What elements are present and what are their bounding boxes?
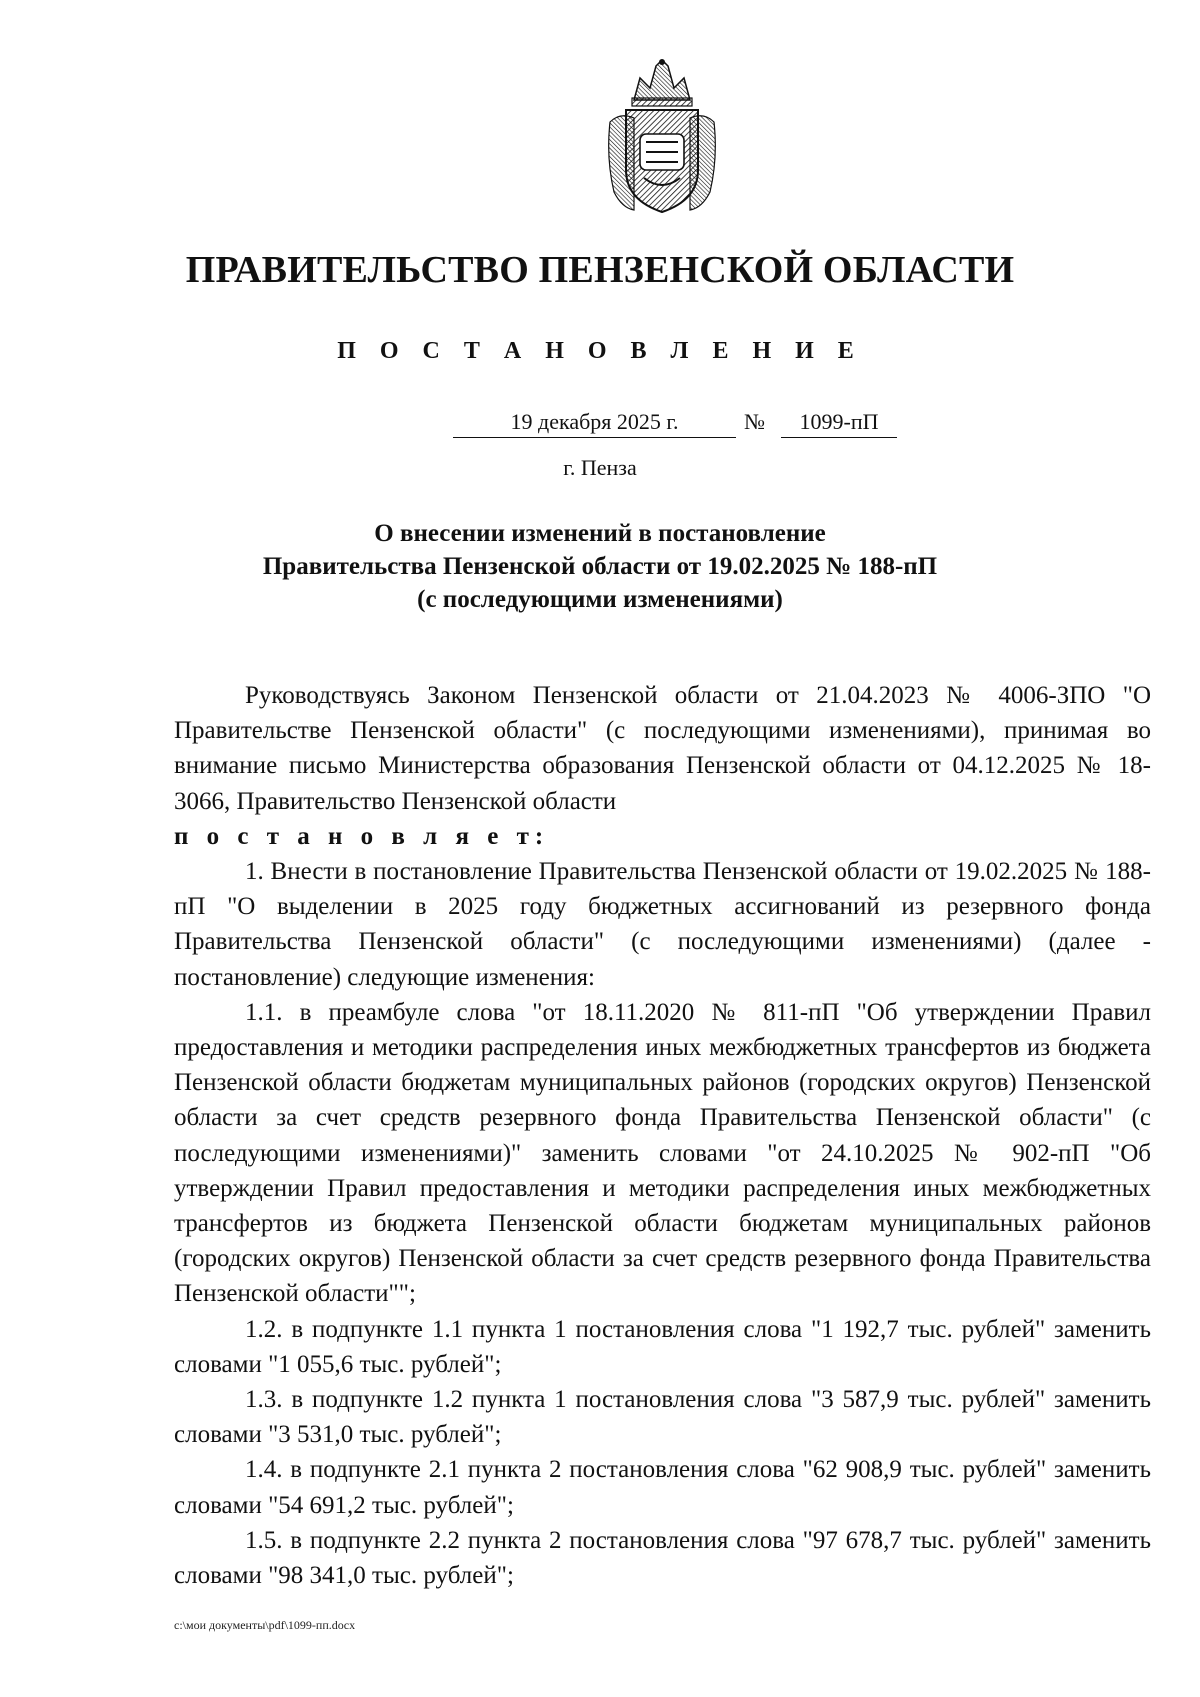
document-heading bbox=[0, 517, 1200, 616]
item-1-3: 1.3. в подпункте 1.2 пункта 1 постановления слова "3 587,9 тыс. рублей" заменить словами "3 531,0 тыс. рублей"; bbox=[174, 1386, 1151, 1449]
heading-line-3: (с последующими изменениями) bbox=[417, 586, 783, 613]
item-1-1: 1.1. в преамбуле слова "от 18.11.2020 № 811-пП "Об утверждении Правил предоставления и методики распределения иных межбюджетных трансфертов из бюджета Пензенской области бюджетам муниципальных районов (городских округов) Пензенской области за счет средств резервного фонда Правительства Пензенской области" (с последующими изменениями)" заменить словами "от 24.10.2025 № 902-пП "Об утверждении Правил предоставления и методики распределения иных межбюджетных трансфертов из бюджета Пензенской области бюджетам муниципальных районов (городских округов) Пензенской области за счет средств резервного фонда Правительства Пензенской области""; bbox=[174, 998, 1151, 1308]
heading-line-2: Правительства Пензенской области от 19.02.2025 № 188-пП bbox=[262, 553, 938, 580]
item-1-2: 1.2. в подпункте 1.1 пункта 1 постановления слова "1 192,7 тыс. рублей" заменить словами "1 055,6 тыс. рублей"; bbox=[174, 1315, 1151, 1378]
preamble-text: Руководствуясь Законом Пензенской области от 21.04.2023 № 4006-ЗПО "О Правительстве Пензенской области" (с последующими изменениями), принимая во внимание письмо Министерства образования Пензенской области от 04.12.2025 № 18-3066, Правительство Пензенской области bbox=[174, 682, 1151, 815]
preamble-paragraph bbox=[174, 678, 1151, 854]
document-city: г. Пенза bbox=[563, 455, 637, 480]
item-1-5: 1.5. в подпункте 2.2 пункта 2 постановления слова "97 678,7 тыс. рублей" заменить словами "98 341,0 тыс. рублей"; bbox=[174, 1526, 1151, 1590]
document-type: П О С Т А Н О В Л Е Н И Е bbox=[337, 338, 863, 364]
penza-region-coat-of-arms-icon bbox=[604, 58, 720, 216]
item-1: 1. Внести в постановление Правительства Пензенской области от 19.02.2025 № 188-пП "О выделении в 2025 году бюджетных ассигнований из резервного фонда Правительства Пензенской области" (с последующими изменениями) (далее - постановление) следующие изменения: bbox=[174, 858, 1151, 991]
heading-line-1: О внесении изменений в постановление bbox=[374, 520, 826, 547]
number-sign: № bbox=[744, 409, 765, 434]
document-date: 19 декабря 2025 г. bbox=[453, 409, 736, 438]
document-number: 1099-пП bbox=[781, 409, 897, 438]
footer-file-path: c:\мои документы\pdf\1099-пп.docx bbox=[174, 1618, 356, 1632]
decree-word: п о с т а н о в л я е т: bbox=[174, 822, 550, 850]
item-1-4: 1.4. в подпункте 2.1 пункта 2 постановления слова "62 908,9 тыс. рублей" заменить словами "54 691,2 тыс. рублей"; bbox=[174, 1456, 1151, 1519]
document-body bbox=[174, 678, 1151, 1593]
organization-title: ПРАВИТЕЛЬСТВО ПЕНЗЕНСКОЙ ОБЛАСТИ bbox=[185, 249, 1015, 291]
